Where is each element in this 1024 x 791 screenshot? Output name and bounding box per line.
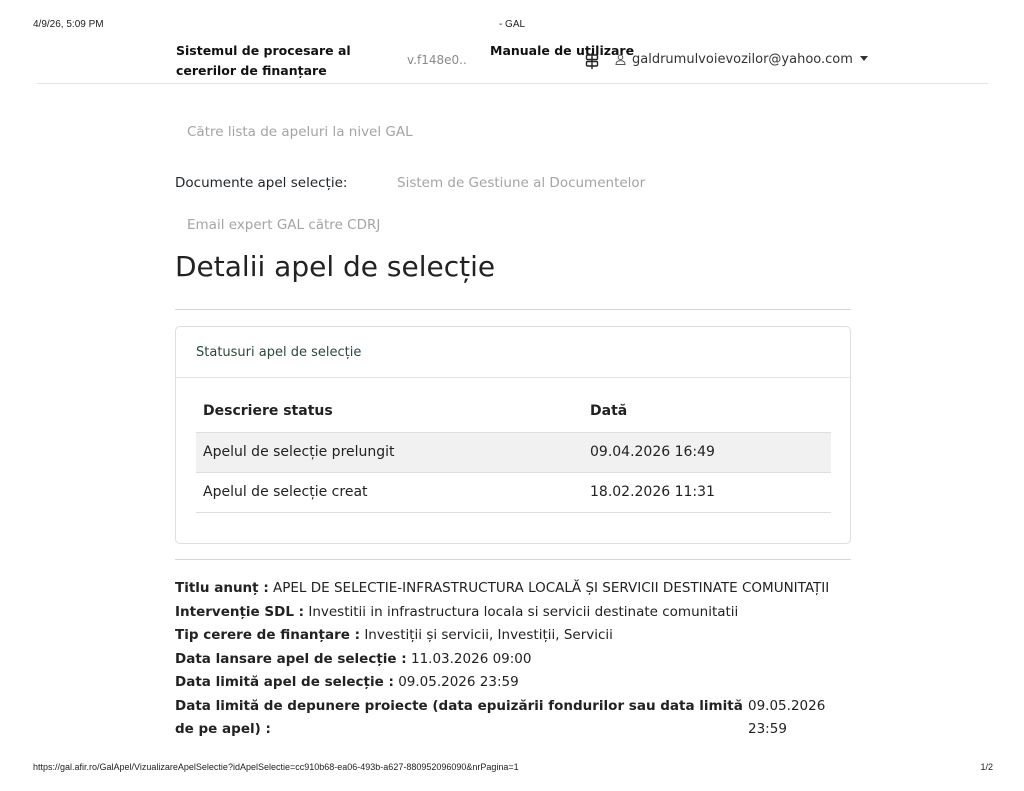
detail-label: Intervenție SDL : (175, 603, 305, 620)
documents-system-link[interactable]: Sistem de Gestiune al Documentelor (397, 175, 646, 191)
manuals-link[interactable]: Manuale de utilizare (490, 43, 635, 58)
column-header-date: Dată (590, 391, 831, 432)
detail-value: Investitii in infrastructura locala si servicii destinate comunitatii (308, 603, 739, 620)
detail-value: 09.05.2026 23:59 (748, 697, 826, 737)
detail-intervention (175, 601, 855, 625)
divider (175, 309, 851, 310)
statuses-card-title: Statusuri apel de selecție (176, 327, 850, 378)
detail-label: Tip cerere de finanțare : (175, 627, 361, 643)
detail-submission-deadline (175, 695, 855, 743)
print-datetime: 4/9/26, 5:09 PM (33, 19, 104, 30)
detail-label: Data limită apel de selecție : (175, 674, 394, 690)
print-title: - GAL (498, 19, 526, 30)
app-brand-link[interactable]: Sistemul de procesare al cererilor de finanțare (176, 43, 351, 78)
detail-value: 09.05.2026 23:59 (398, 674, 519, 690)
date-cell: 09.04.2026 16:49 (590, 432, 831, 472)
statuses-table (196, 391, 831, 513)
app-version: v.f148e0.. (407, 53, 467, 67)
column-header-status: Descriere status (196, 391, 590, 432)
detail-label: Data lansare apel de selecție : (175, 650, 407, 667)
print-page-number: 1/2 (980, 762, 993, 772)
status-cell: Apelul de selecție prelungit (196, 432, 590, 472)
detail-value: APEL DE SELECTIE-INFRASTRUCTURA LOCALĂ ȘI SERVICII DESTINATE COMUNITAȚII (273, 580, 830, 596)
detail-title (175, 577, 855, 601)
date-cell: 18.02.2026 11:31 (590, 472, 831, 512)
detail-deadline (175, 671, 855, 695)
page-title: Detalii apel de selecție (175, 250, 496, 283)
print-header (33, 19, 991, 33)
divider (175, 559, 851, 560)
signpost-icon[interactable] (585, 52, 599, 70)
user-icon (615, 54, 626, 65)
detail-request-type (175, 624, 855, 648)
back-to-list-link[interactable]: Către lista de apeluri la nivel GAL (187, 124, 413, 140)
user-email: galdrumulvoievozilor@yahoo.com (632, 52, 853, 67)
statuses-card (175, 326, 851, 544)
call-details (175, 577, 855, 743)
caret-down-icon (860, 56, 868, 61)
detail-label: Data limită de depunere proiecte (data epuizării fondurilor sau data limită de pe apel) : (175, 697, 743, 737)
table-row (196, 432, 831, 472)
detail-launch-date (175, 648, 855, 672)
detail-value: 11.03.2026 09:00 (410, 650, 532, 667)
detail-value: Investiții și servicii, Investiții, Servicii (364, 627, 613, 643)
print-url: https://gal.afir.ro/GalApel/VizualizareApelSelectie?idApelSelectie=cc910b68-ea06-493b-a627-880952096090&nrPagina=1 (33, 762, 519, 772)
detail-label: Titlu anunț : (175, 580, 269, 596)
documents-label: Documente apel selecție: (175, 175, 348, 191)
top-navbar (37, 40, 988, 84)
status-cell: Apelul de selecție creat (196, 472, 590, 512)
user-menu[interactable] (615, 52, 868, 67)
table-row (196, 472, 831, 512)
email-expert-link[interactable]: Email expert GAL către CDRJ (187, 217, 381, 233)
